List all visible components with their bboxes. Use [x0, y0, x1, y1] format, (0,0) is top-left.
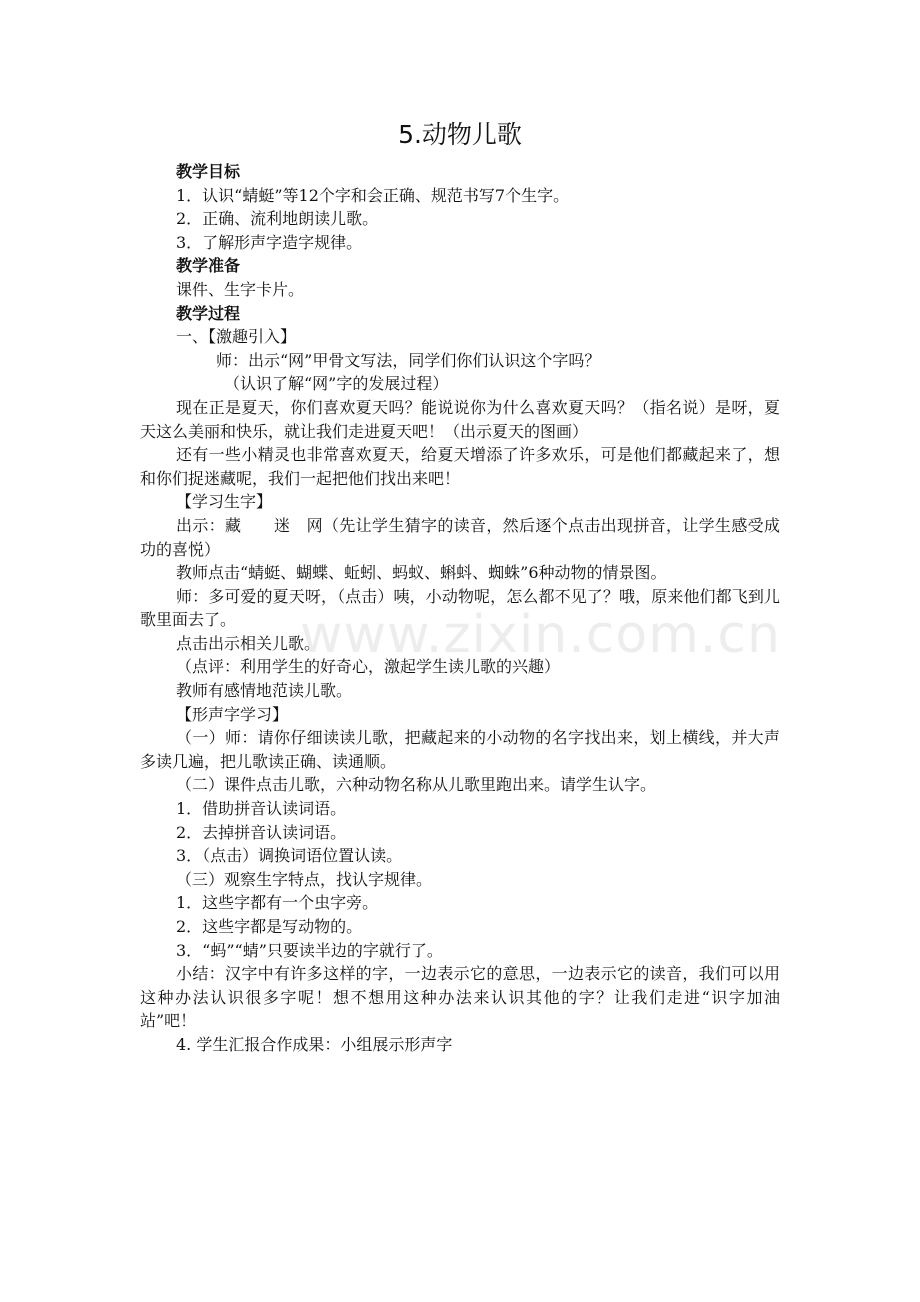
list-item: 1．借助拼音认读词语。	[176, 799, 347, 819]
list-item: 1．这些字都有一个虫字旁。	[176, 893, 379, 913]
step-heading: 【形声字学习】	[176, 704, 289, 724]
watermark: www.zixin.com.cn	[300, 605, 781, 665]
list-item: 2．这些字都是写动物的。	[176, 917, 363, 936]
paragraph: （认识了解“网”字的发展过程）	[224, 374, 449, 394]
list-item: 3．“蚂”“蜻”只要读半边的字就行了。	[176, 940, 443, 960]
step-heading: 一、【激趣引入】	[176, 327, 297, 347]
paragraph: （二）课件点击儿歌，六种动物名称从儿歌里跑出来。请学生认字。	[176, 775, 657, 795]
lesson-plan-body	[140, 160, 780, 1057]
paragraph: （点评：利用学生的好奇心，激起学生读儿歌的兴趣）	[176, 657, 561, 677]
section-heading-preparation: 教学准备	[176, 256, 241, 276]
objective-item: 2．正确、流利地朗读儿歌。	[176, 209, 379, 229]
section-heading-objectives: 教学目标	[176, 162, 241, 181]
document-title: 5.动物儿歌	[398, 120, 522, 149]
paragraph: 师：多可爱的夏天呀，（点击）咦，小动物呢，怎么都不见了？哦，原来他们都飞到儿歌里面去了。	[140, 586, 780, 630]
list-item: 3．（点击）调换词语位置认读。	[176, 846, 403, 866]
objective-item: 1．认识“蜻蜓”等12个字和会正确、规范书写7个生字。	[176, 185, 570, 205]
paragraph: 教师点击“蜻蜓、蝴蝶、蚯蚓、蚂蚁、蝌蚪、蜘蛛”6种动物的情景图。	[176, 563, 667, 583]
list-item: 2．去掉拼音认读词语。	[176, 822, 347, 842]
paragraph: 还有一些小精灵也非常喜欢夏天，给夏天增添了许多欢乐，可是他们都藏起来了，想和你们捉迷藏呢，我们一起把他们找出来吧！	[140, 445, 780, 488]
paragraph: 师：出示“网”甲骨文写法，同学们你们认识这个字吗？	[216, 350, 601, 370]
list-item: 4. 学生汇报合作成果：小组展示形声字	[176, 1034, 453, 1054]
paragraph: 出示：藏 迷 网（先让学生猜字的读音，然后逐个点击出现拼音，让学生感受成功的喜悦）	[140, 515, 780, 559]
objective-item: 3．了解形声字造字规律。	[176, 232, 363, 252]
paragraph: 教师有感情地范读儿歌。	[176, 681, 353, 701]
paragraph: 现在正是夏天，你们喜欢夏天吗？能说说你为什么喜欢夏天吗？（指名说）是呀，夏天这么美丽和快乐，就让我们走进夏天吧！（出示夏天的图画）	[140, 397, 780, 441]
paragraph: （一）师：请你仔细读读儿歌，把藏起来的小动物的名字找出来，划上横线，并大声多读几遍，把儿歌读正确、读通顺。	[140, 728, 780, 771]
paragraph: 小结：汉字中有许多这样的字，一边表示它的意思，一边表示它的读音，我们可以用这种办法认识很多字呢！想不想用这种办法来认识其他的字？让我们走进“识字加油站”吧！	[140, 964, 780, 1031]
paragraph: 点击出示相关儿歌。	[176, 633, 321, 653]
preparation-text: 课件、生字卡片。	[176, 279, 305, 299]
section-heading-process: 教学过程	[176, 303, 241, 323]
paragraph: （三）观察生字特点，找认字规律。	[176, 869, 433, 889]
step-heading: 【学习生字】	[176, 492, 273, 512]
